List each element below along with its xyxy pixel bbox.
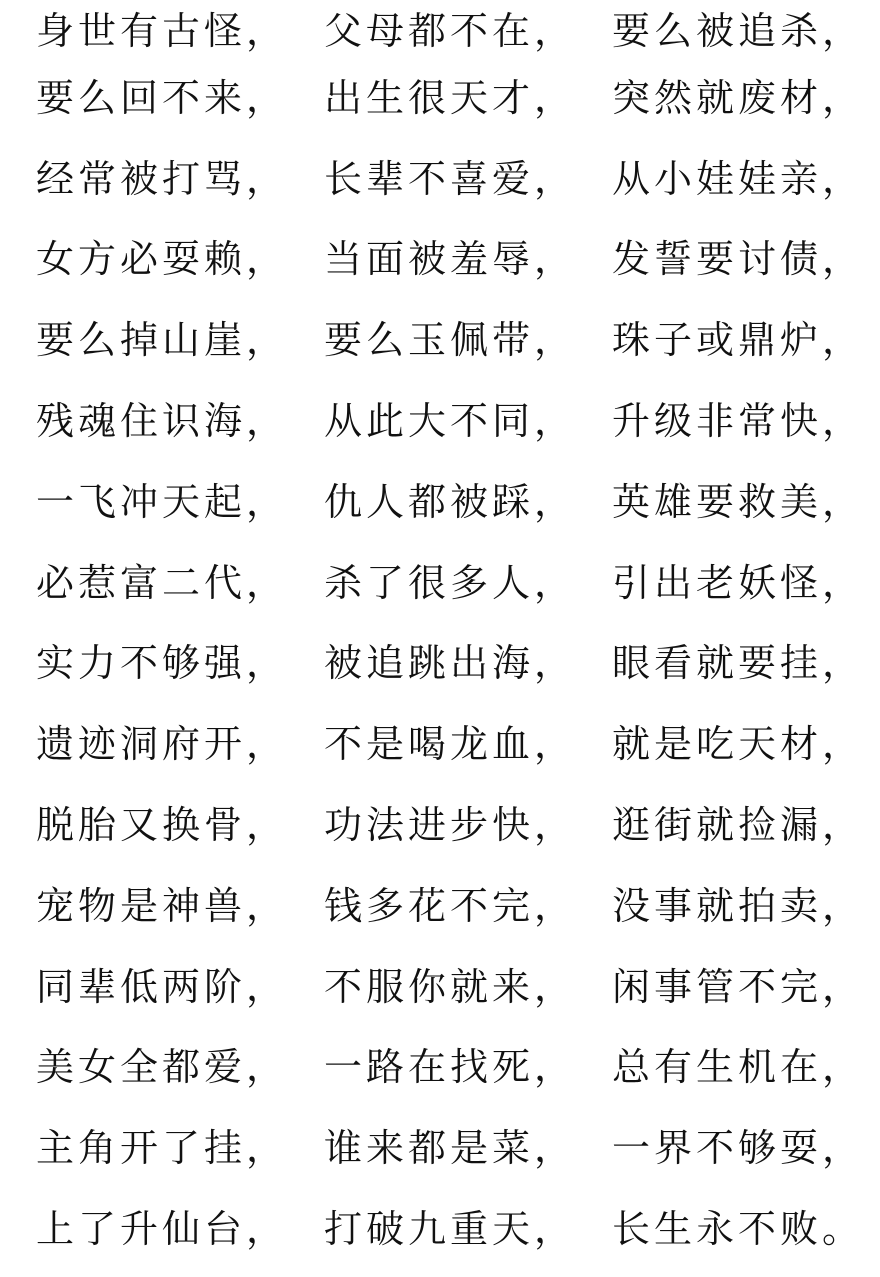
poem-line [36,620,876,701]
poem-line [36,296,876,377]
phrase: 仇人都被踩， [324,479,577,524]
phrase: 女方必耍赖， [36,237,289,282]
poem-line [36,0,876,54]
poem-line [36,700,876,781]
phrase: 必惹富二代， [36,560,289,605]
phrase: 就是吃天材， [612,722,865,767]
poem-line [36,54,876,135]
phrase: 实力不够强， [36,641,289,686]
phrase: 宠物是神兽， [36,883,289,928]
phrase: 引出老妖怪， [612,560,865,605]
phrase: 美女全都爱， [36,1045,289,1090]
poem-line [36,1185,876,1266]
phrase: 上了升仙台， [36,1207,289,1252]
phrase: 身世有古怪， [36,8,289,53]
phrase: 英雄要救美， [612,479,865,524]
phrase: 总有生机在， [612,1045,865,1090]
phrase: 珠子或鼎炉， [612,318,865,363]
phrase: 打破九重天， [324,1207,577,1252]
poem-line [36,377,876,458]
phrase: 脱胎又换骨， [36,803,289,848]
phrase: 父母都不在， [324,8,577,53]
phrase: 一路在找死， [324,1045,577,1090]
phrase: 一飞冲天起， [36,479,289,524]
phrase: 长生永不败。 [612,1207,865,1252]
phrase: 从小娃娃亲， [612,156,865,201]
poem-line [36,135,876,216]
phrase: 不服你就来， [324,964,577,1009]
poem-line [36,216,876,297]
poem-line [36,862,876,943]
phrase: 遗迹洞府开， [36,722,289,767]
phrase: 长辈不喜爱， [324,156,577,201]
phrase: 残魂住识海， [36,399,289,444]
phrase: 升级非常快， [612,399,865,444]
poem-line [36,781,876,862]
phrase: 不是喝龙血， [324,722,577,767]
phrase: 要么玉佩带， [324,318,577,363]
poem-line [36,539,876,620]
phrase: 没事就拍卖， [612,883,865,928]
poem-line [36,943,876,1024]
phrase: 要么掉山崖， [36,318,289,363]
phrase: 钱多花不完， [324,883,577,928]
poem-line [36,1024,876,1105]
phrase: 眼看就要挂， [612,641,865,686]
phrase: 同辈低两阶， [36,964,289,1009]
phrase: 突然就废材， [612,75,865,120]
phrase: 被追跳出海， [324,641,577,686]
poem-line [36,458,876,539]
phrase: 从此大不同， [324,399,577,444]
phrase: 要么被追杀， [612,8,865,53]
phrase: 出生很天才， [324,75,577,120]
phrase: 主角开了挂， [36,1126,289,1171]
phrase: 谁来都是菜， [324,1126,577,1171]
poem-text [36,0,876,1266]
poem-line [36,1104,876,1185]
phrase: 经常被打骂， [36,156,289,201]
phrase: 功法进步快， [324,803,577,848]
phrase: 闲事管不完， [612,964,865,1009]
phrase: 发誓要讨债， [612,237,865,282]
phrase: 逛街就捡漏， [612,803,865,848]
phrase: 要么回不来， [36,75,289,120]
phrase: 杀了很多人， [324,560,577,605]
phrase: 一界不够耍， [612,1126,865,1171]
phrase: 当面被羞辱， [324,237,577,282]
